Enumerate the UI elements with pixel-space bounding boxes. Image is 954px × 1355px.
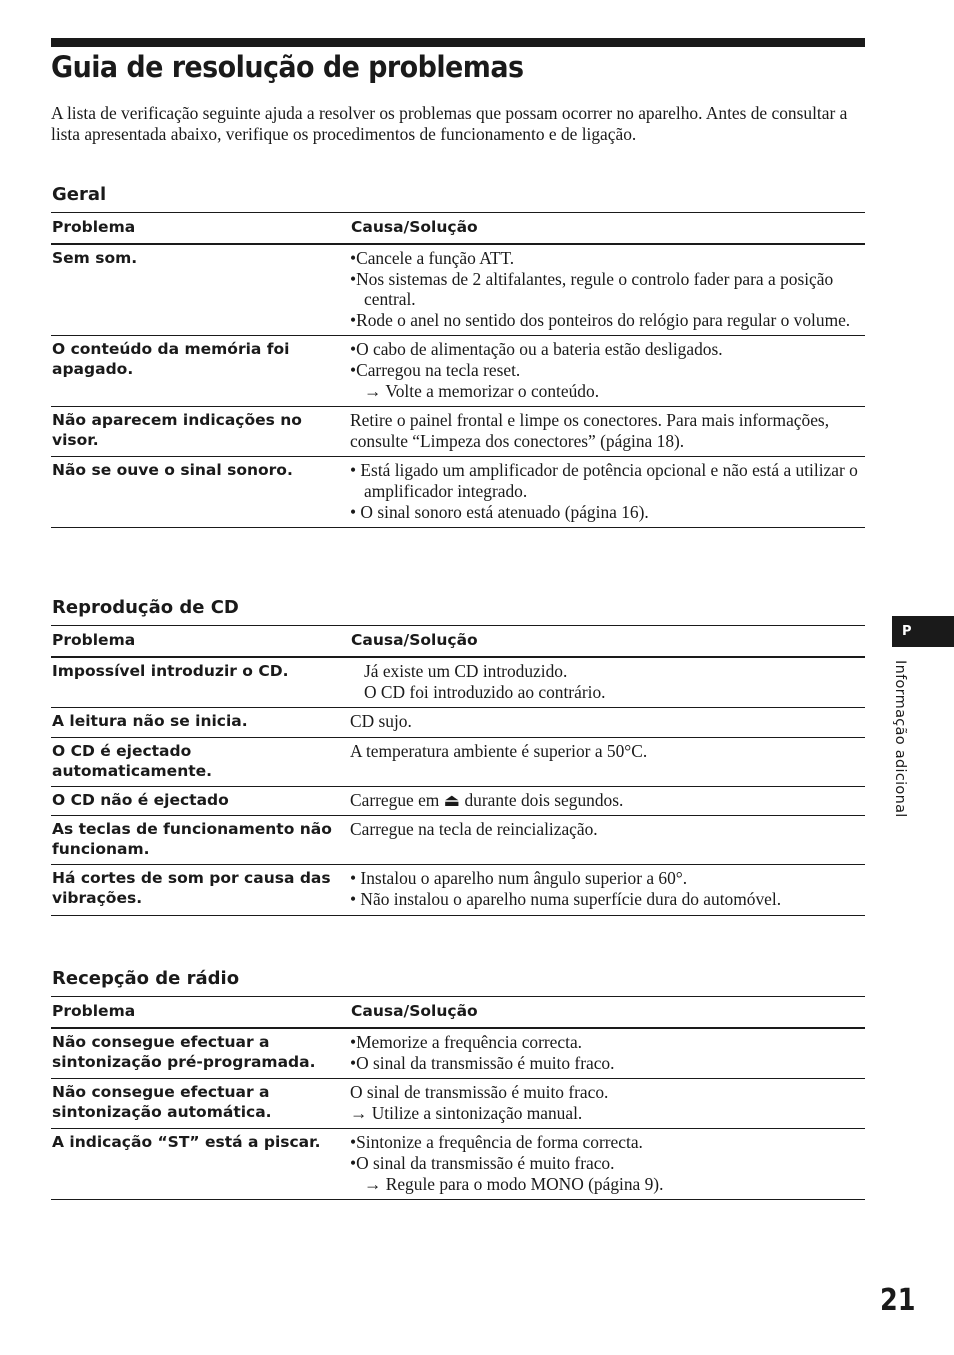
troubleshooting-table	[51, 996, 865, 1200]
cause-bullet: •Memorize a frequência correcta.	[350, 1032, 583, 1052]
cause-indent: Já existe um CD introduzido.	[364, 661, 568, 681]
problem-cell: O conteúdo da memória foi apagado.	[51, 336, 350, 407]
cause-line: Carregue em ⏏ durante dois segundos.	[350, 789, 624, 810]
cause-line: Carregue na tecla de reincialização.	[350, 819, 598, 840]
section-heading: Reprodução de CD	[52, 597, 239, 618]
column-header-cause: Causa/Solução	[350, 213, 865, 245]
cause-bullet: •Cancele a função ATT.	[350, 248, 515, 268]
table-row	[51, 1028, 865, 1079]
table-row	[51, 1079, 865, 1129]
table-header-row	[51, 626, 865, 658]
problem-cell: As teclas de funcionamento não funcionam.	[51, 816, 350, 865]
cause-cell	[350, 786, 865, 816]
table-header-row	[51, 997, 865, 1029]
troubleshooting-table	[51, 212, 865, 528]
cause-cell	[350, 657, 865, 708]
cause-cell	[350, 407, 865, 457]
cause-bullet: • O sinal sonoro está atenuado (página 16).	[350, 501, 649, 522]
problem-cell: Não se ouve o sinal sonoro.	[51, 457, 350, 528]
table-header-row	[51, 213, 865, 245]
table-row	[51, 786, 865, 816]
intro-text: A lista de verificação seguinte ajuda a resolver os problemas que possam ocorrer no aparelho. Antes de consultar a lista apresentada abaixo, verifique os procedimentos de funcionamento e de ligação.	[51, 103, 848, 144]
column-header-cause: Causa/Solução	[350, 997, 865, 1029]
cause-cell	[350, 457, 865, 528]
cause-cell	[350, 865, 865, 915]
cause-cell	[350, 708, 865, 738]
section-heading: Recepção de rádio	[52, 968, 240, 989]
table-row	[51, 1129, 865, 1200]
troubleshooting-table	[51, 625, 865, 916]
section-reproducao-cd	[51, 597, 865, 916]
section-geral	[51, 184, 865, 528]
table-row	[51, 657, 865, 708]
problem-cell: Impossível introduzir o CD.	[51, 657, 350, 708]
cause-cell	[350, 816, 865, 865]
cause-cell	[350, 737, 865, 786]
column-header-problem: Problema	[51, 213, 350, 245]
table-row	[51, 407, 865, 457]
cause-bullet: •O sinal da transmissão é muito fraco.	[350, 1052, 615, 1073]
problem-cell: Não consegue efectuar a sintonização pré-programada.	[51, 1028, 350, 1079]
cause-indent: → Volte a memorizar o conteúdo.	[364, 380, 600, 401]
cause-bullet: •O sinal da transmissão é muito fraco.	[350, 1152, 615, 1173]
table-row	[51, 865, 865, 915]
table-row	[51, 457, 865, 528]
title-rule	[51, 38, 865, 47]
cause-bullet: •Sintonize a frequência de forma correcta.	[350, 1132, 643, 1153]
cause-cell	[350, 1129, 865, 1200]
page-title: Guia de resolução de problemas	[51, 50, 524, 84]
problem-cell: Não aparecem indicações no visor.	[51, 407, 350, 457]
cause-cell	[350, 244, 865, 336]
cause-line: → Utilize a sintonização manual.	[350, 1102, 583, 1123]
table-row	[51, 336, 865, 407]
table-row	[51, 737, 865, 786]
cause-line: CD sujo.	[350, 711, 412, 732]
cause-cell	[350, 1028, 865, 1079]
column-header-cause: Causa/Solução	[350, 626, 865, 658]
section-recepcao-radio	[51, 968, 865, 1200]
problem-cell: Não consegue efectuar a sintonização automática.	[51, 1079, 350, 1129]
column-header-problem: Problema	[51, 997, 350, 1029]
cause-line: Retire o painel frontal e limpe os conectores. Para mais informações, consulte “Limpeza dos conectores” (página 18).	[350, 410, 830, 451]
chapter-label: Informação adicional	[892, 660, 908, 818]
cause-indent: → Regule para o modo MONO (página 9).	[364, 1173, 664, 1194]
problem-cell: O CD é ejectado automaticamente.	[51, 737, 350, 786]
problem-cell: A leitura não se inicia.	[51, 708, 350, 738]
language-tab: P	[892, 616, 954, 647]
table-row	[51, 816, 865, 865]
problem-cell: O CD não é ejectado	[51, 786, 350, 816]
cause-bullet: • Está ligado um amplificador de potência opcional e não está a utilizar o amplificador integrado.	[350, 460, 858, 501]
problem-cell: Sem som.	[51, 244, 350, 336]
cause-cell	[350, 336, 865, 407]
table-row	[51, 244, 865, 336]
cause-bullet: •O cabo de alimentação ou a bateria estão desligados.	[350, 339, 723, 360]
page-number: 21	[880, 1283, 916, 1318]
problem-cell: A indicação “ST” está a piscar.	[51, 1129, 350, 1200]
cause-line: A temperatura ambiente é superior a 50°C.	[350, 740, 648, 761]
cause-bullet: •Nos sistemas de 2 altifalantes, regule o controlo fader para a posição central.	[350, 268, 834, 310]
cause-bullet: •Carregou na tecla reset.	[350, 359, 521, 380]
table-row	[51, 708, 865, 738]
problem-cell: Há cortes de som por causa das vibrações.	[51, 865, 350, 915]
column-header-problem: Problema	[51, 626, 350, 658]
cause-bullet: • Não instalou o aparelho numa superfície dura do automóvel.	[350, 888, 782, 909]
cause-bullet: •Rode o anel no sentido dos ponteiros do relógio para regular o volume.	[350, 309, 851, 330]
cause-indent: O CD foi introduzido ao contrário.	[364, 681, 606, 702]
section-heading: Geral	[52, 184, 107, 205]
cause-bullet: • Instalou o aparelho num ângulo superior a 60°.	[350, 868, 688, 889]
cause-line: O sinal de transmissão é muito fraco.	[350, 1082, 609, 1103]
cause-cell	[350, 1079, 865, 1129]
